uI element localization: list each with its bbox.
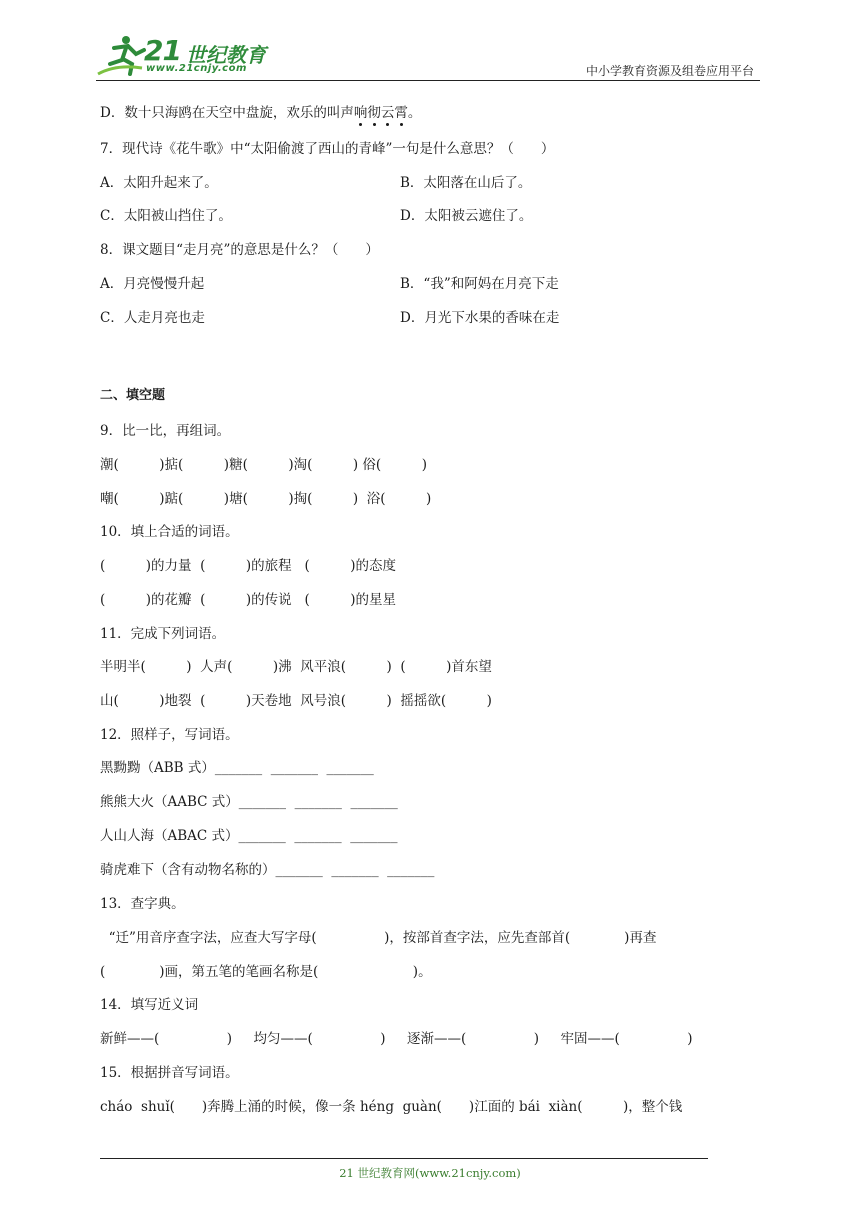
logo-url: www.21cnjy.com <box>146 63 247 74</box>
question-12-row-2: 熊熊大火（AABC 式）_______ _______ _______ <box>100 794 398 810</box>
question-7-option-a: A．太阳升起来了。 <box>100 175 218 191</box>
question-11-row-2: 山( )地裂 ( )天卷地 风号浪( ) 摇摇欲( ) <box>100 693 492 709</box>
page-header <box>0 0 860 90</box>
question-8-option-c: C．人走月亮也走 <box>100 310 205 326</box>
question-10: 10．填上合适的词语。 <box>100 524 239 540</box>
logo-brand: 世纪教育 <box>186 43 266 67</box>
platform-title: 中小学教育资源及组卷应用平台 <box>585 64 754 78</box>
question-6-option-d <box>100 103 421 123</box>
question-9-row-1: 潮( )掂( )糖( )淘( ) 俗( ) <box>100 457 427 473</box>
question-12: 12．照样子，写词语。 <box>100 727 239 743</box>
dotted-char: 彻 <box>367 105 381 121</box>
question-7-option-d: D．太阳被云遮住了。 <box>400 208 533 224</box>
question-12-row-3: 人山人海（ABAC 式）_______ _______ _______ <box>100 828 398 844</box>
dotted-char: 响 <box>353 105 368 121</box>
question-14-row-1: 新鲜——( ) 均匀——( ) 逐渐——( ) 牢固——( ) <box>100 1031 693 1047</box>
section-heading: 二、填空题 <box>100 388 166 403</box>
question-13-row-2: ( )画，第五笔的笔画名称是( )。 <box>100 964 432 980</box>
footer-divider <box>100 1158 708 1159</box>
question-12-row-1: 黑黝黝（ABB 式）_______ _______ _______ <box>100 760 374 776</box>
question-9-row-2: 嘲( )踮( )塘( )掏( ) 浴( ) <box>100 491 432 507</box>
question-7-option-c: C．太阳被山挡住了。 <box>100 208 232 224</box>
question-13-row-1: “迁”用音序查字法，应查大写字母( )，按部首查字法，应先查部首( )再查 <box>100 930 657 946</box>
question-8-option-b: B．“我”和阿妈在月亮下走 <box>400 276 559 292</box>
dotted-char: 霄 <box>394 105 408 121</box>
q6d-text: D．数十只海鸥在天空中盘旋，欢乐的叫声 <box>100 105 354 121</box>
footer-link[interactable]: 21 世纪教育网(www.21cnjy.com) <box>339 1166 521 1180</box>
question-14: 14．填写近义词 <box>100 997 199 1013</box>
question-8-option-d: D．月光下水果的香味在走 <box>400 310 560 326</box>
question-7-option-b: B．太阳落在山后了。 <box>400 175 532 191</box>
q6d-end: 。 <box>407 105 422 121</box>
question-11-row-1: 半明半( ) 人声( )沸 风平浪( ) ( )首东望 <box>100 659 492 675</box>
question-15-row-1: cháo shuǐ( )奔腾上涌的时候，像一条 héng guàn( )江面的 bái xiàn( )，整个钱 <box>100 1099 683 1115</box>
question-13: 13．查字典。 <box>100 896 185 912</box>
question-11: 11．完成下列词语。 <box>100 626 226 642</box>
question-10-row-1: ( )的力量 ( )的旅程 ( )的态度 <box>100 558 397 574</box>
question-12-row-4: 骑虎难下（含有动物名称的）_______ _______ _______ <box>100 862 435 878</box>
question-9: 9．比一比，再组词。 <box>100 423 231 439</box>
question-8: 8．课文题目“走月亮”的意思是什么？（ ） <box>100 242 379 258</box>
question-15: 15．根据拼音写词语。 <box>100 1065 239 1081</box>
site-logo[interactable] <box>96 34 266 78</box>
question-8-option-a: A．月亮慢慢升起 <box>100 276 205 292</box>
dotted-char: 云 <box>380 105 395 121</box>
logo-number: 21 <box>144 34 181 67</box>
question-10-row-2: ( )的花瓣 ( )的传说 ( )的星星 <box>100 592 397 608</box>
question-7: 7．现代诗《花牛歌》中“太阳偷渡了西山的青峰”一句是什么意思？（ ） <box>100 141 555 157</box>
header-divider <box>96 80 760 81</box>
